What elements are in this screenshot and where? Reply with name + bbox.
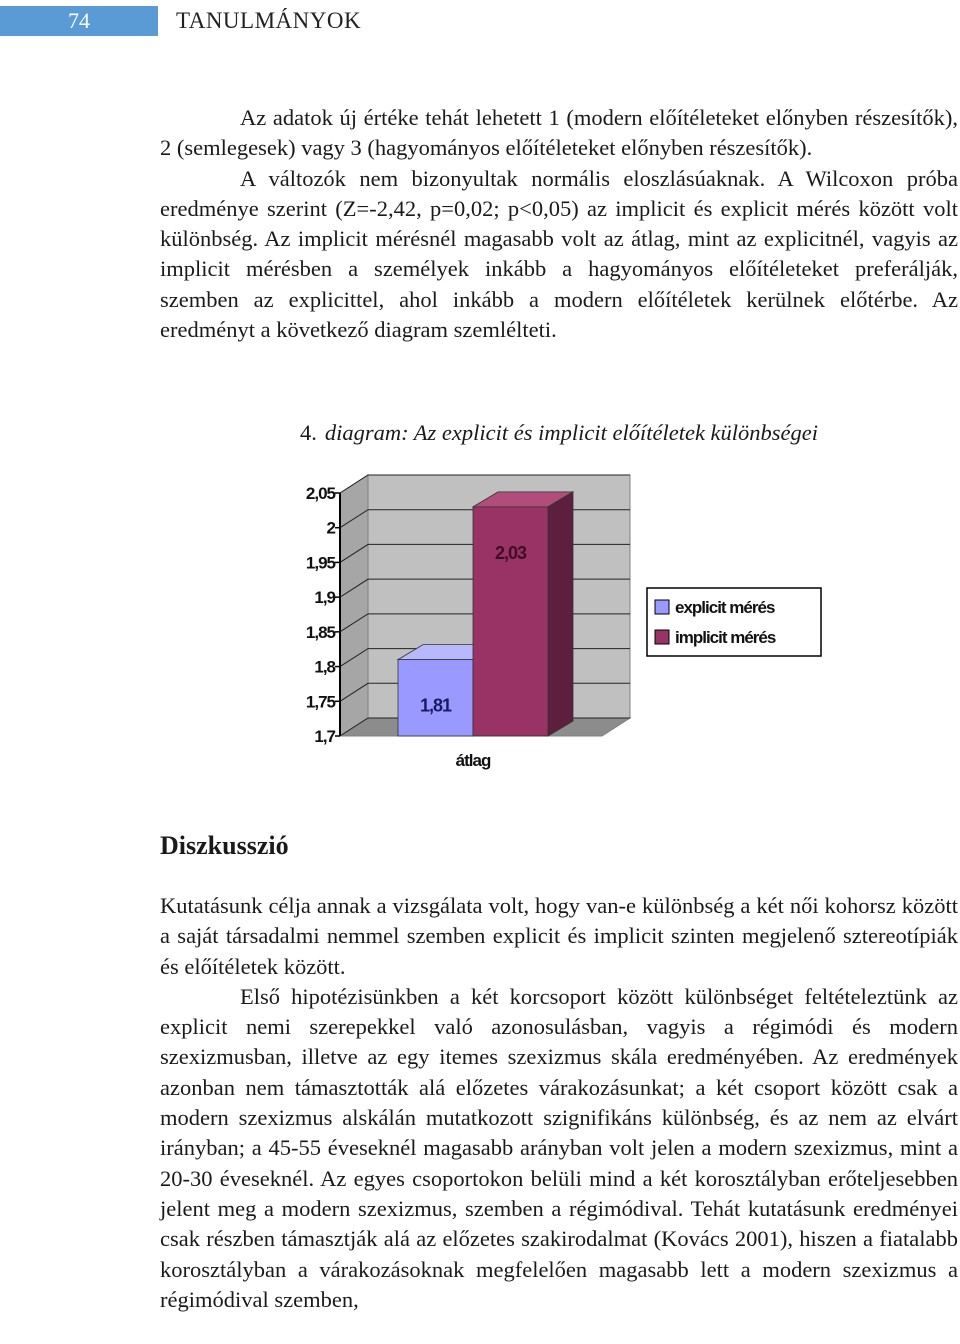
y-tick-label: 1,9 — [314, 588, 335, 608]
figure-caption-text: diagram: Az explicit és implicit előítéletek különbségei — [324, 420, 819, 445]
body-text-discussion — [160, 891, 958, 1315]
figure-caption — [160, 418, 958, 448]
data-label: 2,03 — [494, 542, 527, 563]
legend-swatch — [655, 630, 669, 644]
page-number: 74 — [0, 6, 158, 36]
legend-label: implicit mérés — [675, 628, 776, 647]
legend-swatch — [655, 600, 669, 614]
paragraph: A változók nem bizonyultak normális eloszlásúaknak. A Wilcoxon próba eredménye szerint (Z=-2,42, p=0,02; p<0,05) az implicit és explicit mérés között volt különbség. Az implicit mérésnél magasabb volt az átlag, mint az explicitnél, vagyis az implicit mérésben a személyek inkább a hagyományos előítéleteket preferálják, szemben az explicittel, ahol inkább a modern előítéletek kerülnek előtérbe. Az eredményt a következő diagram szemlélteti. — [160, 165, 958, 343]
paragraph: Az adatok új értéke tehát lehetett 1 (modern előítéleteket előnyben részesítők), 2 (semlegesek) vagy 3 (hagyományos előítéleteket előnyben részesítők). — [160, 105, 958, 161]
bar-chart — [285, 468, 825, 778]
y-tick-label: 1,7 — [314, 727, 335, 746]
paragraph: Első hipotézisünkben a két korcsoport között különbséget feltételeztünk az explicit nemi szerepekkel való azonosulásban, vagyis a régimódi és modern szexizmusban, illetve az egy itemes szexizmus skála eredményében. Az eredmények azonban nem támasztották alá előzetes várakozásunkat; a két csoport között csak a modern szexizmus alskálán mutatkozott szignifikáns különbség, és az nem az elvárt irányban; a 45-55 éveseknél magasabb arányban volt jelen a modern szexizmus, mint a 20-30 éveseknél. Az egyes csoportokon belüli mind a két korosztályban erőteljesebben jelent meg a modern szexizmus, szemben a régimódival. Tehát kutatásunk eredményei csak részben támasztják alá az előzetes szakirodalmat (Kovács 2001), hiszen a fiatalabb korosztályban a várakozásoknak megfelelően magasabb lett a modern szexizmus a régimódival szemben, — [160, 983, 958, 1312]
bar — [473, 507, 548, 736]
data-label: 1,81 — [419, 695, 452, 716]
x-category-label: átlag — [455, 751, 491, 770]
section-title: TANULMÁNYOK — [176, 8, 362, 33]
chart-side-wall — [340, 475, 368, 736]
y-tick-label: 1,8 — [314, 657, 335, 677]
page-header — [0, 0, 960, 40]
bar-side — [548, 492, 573, 736]
y-tick-label: 1,85 — [305, 622, 335, 642]
section-heading: Diszkusszió — [160, 831, 289, 860]
y-tick-label: 2,05 — [305, 484, 335, 503]
y-tick-label: 1,75 — [305, 692, 335, 712]
y-tick-label: 1,95 — [305, 553, 335, 573]
y-tick-label: 2 — [326, 518, 335, 538]
body-text-top — [160, 103, 958, 345]
figure-number: 4. — [299, 420, 317, 445]
paragraph: Kutatásunk célja annak a vizsgálata volt, hogy van-e különbség a két női kohorsz között a saját társadalmi nemmel szemben explicit és implicit szinten megjelenő sztereotípiák és előítéletek között. — [160, 893, 958, 979]
legend-label: explicit mérés — [675, 598, 775, 617]
